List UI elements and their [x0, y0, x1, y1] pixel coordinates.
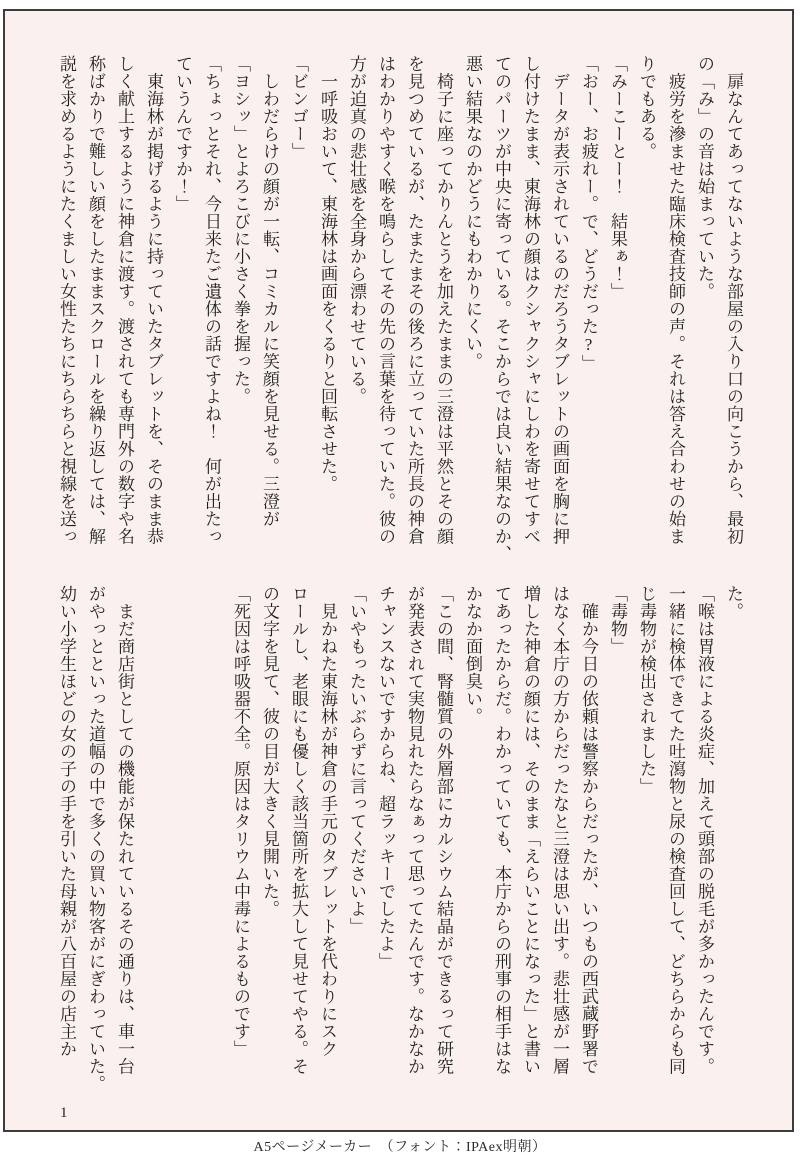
text-line: チャンスないですからね、超ラッキーでしたよ」: [376, 585, 395, 970]
text-line: [139, 585, 168, 1077]
text-line: 疲労を滲ませた臨床検査技師の声。それは答え合わせの始ま: [666, 55, 685, 545]
text-line: まだ商店街としての機能が保たれているその通りは、車一台: [115, 585, 134, 1075]
text-line: がやっとといった道幅の中で多くの買い物客がにぎわっていた。: [86, 585, 105, 1093]
text-line: 一呼吸おいて、東海林は画面をくるりと回転させた。: [318, 55, 337, 493]
text-line: し付けたまま、東海林の顔はクシャクシャにしわを寄せてすべ: [521, 55, 540, 545]
text-line: 椅子に座ってかりんとうを加えたままの三澄は平然とその顔: [434, 55, 453, 545]
text-line: を見つめているが、たまたまその後ろに立っていた所長の神倉: [405, 55, 424, 545]
text-line: 増した神倉の顔には、そのまま「えらいことになった」と書い: [521, 585, 540, 1075]
text-line: ていうんですか！」: [173, 55, 192, 213]
text-line: 「死因は呼吸器不全。原因はタリウム中毒によるものです」: [231, 585, 250, 1058]
text-line: [197, 585, 226, 1077]
text-line: 一緒に検体できてた吐瀉物と尿の検査回して、どちらからも同: [666, 585, 685, 1075]
text-block-lower: [52, 585, 748, 1093]
text-line: データが表示されているのだろうタブレットの画面を胸に押: [550, 55, 569, 545]
text-line: 「おー、お疲れー。で、どうだった?」: [579, 55, 598, 372]
text-line: 方が迫真の悲壮感を全身から漂わせている。: [347, 55, 366, 405]
text-line: の「み」の音は始まっていた。: [695, 55, 714, 300]
text-line: た。: [724, 585, 743, 620]
text-line: てあったからだ。わかっていても、本庁からの刑事の相手はな: [492, 585, 511, 1075]
text-line: ロールし、老眼にも優しく該当箇所を拡大して見せてやる。そ: [289, 585, 308, 1075]
text-line: [168, 585, 197, 1077]
text-line: 説を求めるようにたくましい女性たちにちらちらと視線を送っ: [57, 55, 76, 545]
text-block-upper: [52, 55, 748, 563]
text-line: 「ちょっとそれ、今日来たご遺体の話ですよね！ 何が出たっ: [202, 55, 221, 545]
text-line: 「ヨシッ」とよろこびに小さく拳を握った。: [231, 55, 250, 405]
text-line: はなく本庁の方からだったなと三澄は思い出す。悲壮感が一層: [550, 585, 569, 1075]
text-line: 「毒物」: [608, 585, 627, 655]
text-line: 「ビンゴー」: [289, 55, 308, 160]
text-line: 「みーこーとー！ 結果ぁ！」: [608, 55, 627, 300]
footer-caption: A5ページメーカー （フォント：IPAex明朝）: [253, 1140, 547, 1155]
text-line: 称ばかりで難しい顔をしたままスクロールを繰り返しては、解: [86, 55, 105, 545]
text-line: 「喉は胃液による炎症、加えて頭部の脱毛が多かったんです。: [695, 585, 714, 1075]
text-line: 見かねた東海林が神倉の手元のタブレットを代わりにスク: [318, 585, 337, 1058]
text-line: はわかりやすく喉を鳴らしてその先の言葉を待っていた。彼の: [376, 55, 395, 545]
text-line: 幼い小学生ほどの女の子の手を引いた母親が八百屋の店主か: [57, 585, 76, 1058]
text-line: 「この間、腎髄質の外層部にカルシウム結晶ができるって研究: [434, 585, 453, 1075]
text-line: しく献上するように神倉に渡す。渡されても専門外の数字や名: [115, 55, 134, 545]
page-number: 1: [60, 1105, 68, 1121]
text-line: 悪い結果なのかどうにもわかりにくい。: [463, 55, 482, 370]
text-line: じ毒物が検出されました」: [637, 585, 656, 795]
text-line: 「いやもったいぶらずに言ってくださいよ」: [347, 585, 366, 935]
text-line: てのパーツが中央に寄っている。そこからでは良い結果なのか、: [492, 55, 511, 563]
text-line: 東海林が掲げるように持っていたタブレットを、そのまま恭: [144, 55, 163, 545]
text-line: 扉なんてあってないような部屋の入り口の向こうから、最初: [724, 55, 743, 545]
text-line: 確か今日の依頼は警察からだったが、いつもの西武蔵野署で: [579, 585, 598, 1075]
text-line: りでもある。: [637, 55, 656, 160]
text-line: の文字を見て、彼の目が大きく見開いた。: [260, 585, 279, 918]
novel-page: [3, 9, 794, 1132]
text-line: かなか面倒臭い。: [463, 585, 482, 725]
text-line: が発表されて実物見れたらなぁって思ってたんです。なかなか: [405, 585, 424, 1075]
text-line: しわだらけの顔が一転、コミカルに笑顔を見せる。三澄が: [260, 55, 279, 528]
